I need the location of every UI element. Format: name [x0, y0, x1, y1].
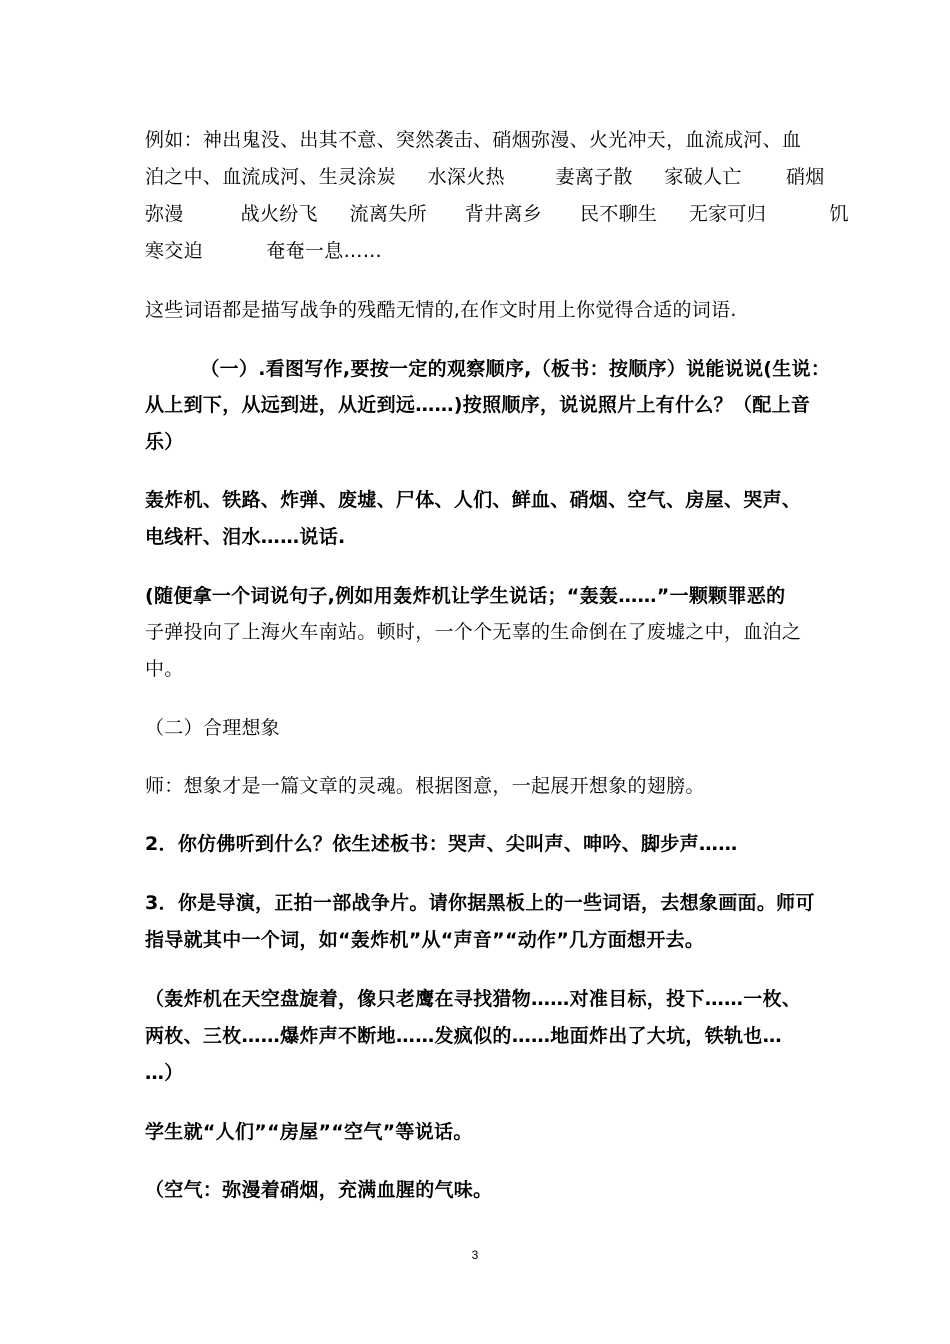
paragraph-line: 两枚、三枚……爆炸声不断地……发疯似的……地面炸出了大坑，铁轨也… — [145, 1025, 782, 1047]
section-heading-line: （二）合理想象 — [145, 717, 281, 739]
paragraph-line: 子弹投向了上海火车南站。顿时，一个个无辜的生命倒在了废墟之中，血泊之 — [145, 621, 802, 643]
paragraph-line: 寒交迫 奄奄一息…… — [145, 240, 383, 262]
paragraph-line: 乐） — [145, 431, 184, 453]
paragraph-line: 3．你是导演，正拍一部战争片。请你据黑板上的一些词语，去想象画面。师可 — [145, 892, 815, 914]
paragraph-line: 从上到下，从远到进，从近到远……)按照顺序，说说照片上有什么？（配上音 — [145, 394, 811, 416]
paragraph-line: 例如：神出鬼没、出其不意、突然袭击、硝烟弥漫、火光冲天，血流成河、血 — [145, 129, 802, 151]
paragraph-line: 2．你仿佛听到什么？依生述板书：哭声、尖叫声、呻吟、脚步声…… — [145, 833, 738, 855]
page-number: 3 — [471, 1248, 479, 1262]
paragraph-line: …） — [145, 1062, 184, 1084]
paragraph-line: 轰炸机、铁路、炸弹、废墟、尸体、人们、鲜血、硝烟、空气、房屋、哭声、 — [145, 489, 802, 511]
paragraph-line: 泊之中、血流成河、生灵涂炭 水深火热 妻离子散 家破人亡 硝烟 — [145, 166, 825, 188]
paragraph-line: 中。 — [145, 658, 184, 680]
paragraph-line: 学生就“人们”“房屋”“空气”等说话。 — [145, 1121, 473, 1143]
paragraph-line: (随便拿一个词说句子,例如用轰炸机让学生说话；“轰轰……”一颗颗罪恶的 — [145, 585, 786, 607]
paragraph-line: （轰炸机在天空盘旋着，像只老鹰在寻找猎物……对准目标，投下……一枚、 — [145, 988, 802, 1010]
section-heading-line: （一）.看图写作,要按一定的观察顺序,（板书：按顺序）说能说说(生说： — [145, 358, 831, 380]
paragraph-line: 指导就其中一个词，如“轰炸机”从“声音”“动作”几方面想开去。 — [145, 929, 705, 951]
paragraph-line: 师：想象才是一篇文章的灵魂。根据图意，一起展开想象的翅膀。 — [145, 775, 705, 797]
paragraph-line: （空气：弥漫着硝烟，充满血腥的气味。 — [145, 1179, 493, 1201]
paragraph-line: 电线杆、泪水……说话. — [145, 526, 346, 548]
paragraph-line: 这些词语都是描写战争的残酷无情的,在作文时用上你觉得合适的词语. — [145, 299, 737, 321]
paragraph-line: 弥漫 战火纷飞 流离失所 背井离乡 民不聊生 无家可归 饥 — [145, 203, 849, 225]
